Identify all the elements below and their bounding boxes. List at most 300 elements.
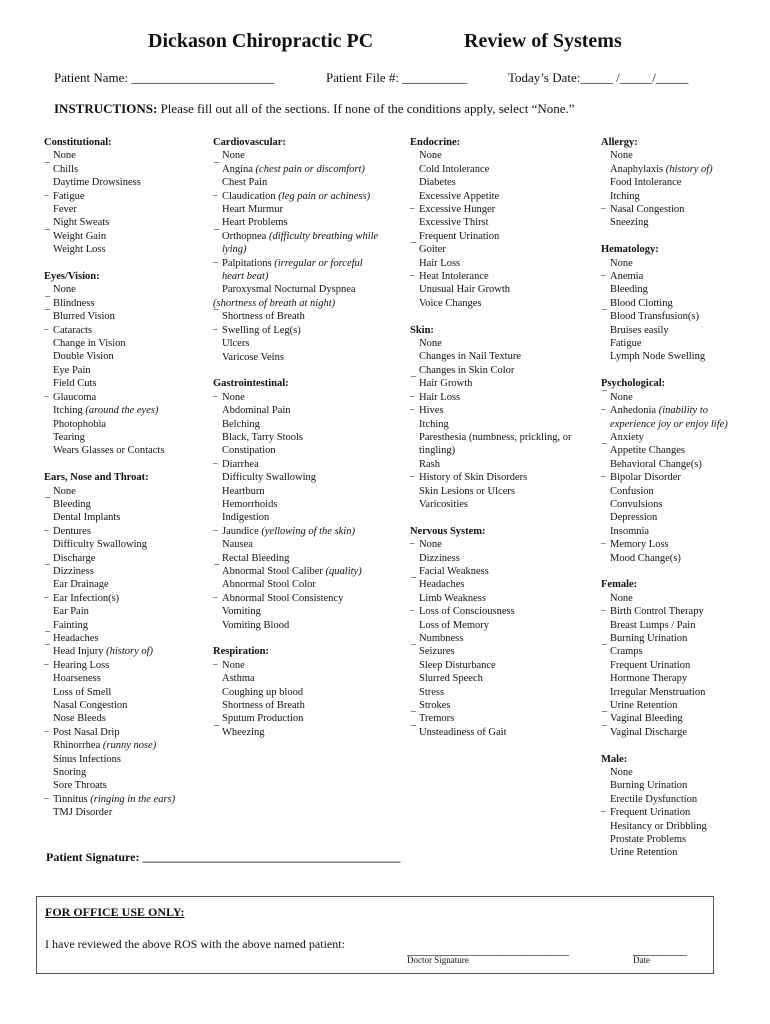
checklist-item[interactable] bbox=[410, 230, 592, 243]
item-label: Headaches bbox=[419, 579, 465, 591]
checklist-item[interactable] bbox=[44, 619, 204, 632]
checklist-item[interactable] bbox=[44, 431, 204, 444]
checklist-item[interactable] bbox=[601, 216, 733, 229]
checklist-item[interactable] bbox=[213, 619, 385, 632]
doctor-signature-field[interactable]: ___________________________ bbox=[407, 943, 569, 957]
item-label: Bleeding bbox=[610, 284, 648, 296]
checklist-item[interactable] bbox=[601, 498, 733, 511]
checklist-item[interactable] bbox=[410, 243, 592, 256]
checklist-item[interactable] bbox=[410, 377, 592, 390]
checklist-item[interactable] bbox=[213, 686, 385, 699]
checklist-item[interactable] bbox=[601, 552, 733, 565]
checklist-item[interactable] bbox=[213, 230, 385, 257]
checklist-item[interactable] bbox=[410, 485, 592, 498]
checklist-item[interactable] bbox=[601, 310, 733, 323]
item-label: Tremors bbox=[419, 713, 455, 725]
checklist-item[interactable] bbox=[213, 538, 385, 551]
checklist-item[interactable] bbox=[44, 485, 204, 498]
checklist-item[interactable] bbox=[213, 525, 385, 538]
item-label: Hoarseness bbox=[53, 673, 101, 685]
item-label: Indigestion bbox=[222, 512, 270, 524]
section bbox=[44, 471, 204, 820]
item-label: Appetite Changes bbox=[610, 445, 685, 457]
checklist-item[interactable] bbox=[213, 444, 385, 457]
item-label: None bbox=[53, 485, 76, 497]
item-label: Coughing up blood bbox=[222, 686, 304, 698]
checklist-item[interactable] bbox=[410, 458, 592, 471]
checklist-item[interactable] bbox=[44, 230, 204, 243]
checklist-item[interactable] bbox=[410, 216, 592, 229]
item-label: Unusual Hair Growth bbox=[419, 284, 510, 296]
item-label: Glaucoma bbox=[53, 391, 97, 403]
checklist-item[interactable] bbox=[601, 350, 733, 363]
checklist-item[interactable] bbox=[44, 444, 204, 457]
item-note: (around the eyes) bbox=[85, 405, 159, 417]
item-label: Vomiting Blood bbox=[222, 619, 290, 631]
checklist-item[interactable] bbox=[410, 471, 592, 484]
section-title: Male: bbox=[601, 753, 628, 765]
checklist-item[interactable] bbox=[601, 283, 733, 296]
item-label: Mood Change(s) bbox=[610, 552, 681, 564]
checklist-item[interactable] bbox=[44, 163, 204, 176]
checklist-item[interactable] bbox=[213, 458, 385, 471]
checklist-item[interactable] bbox=[410, 552, 592, 565]
checklist-item[interactable] bbox=[213, 672, 385, 685]
section bbox=[213, 377, 385, 632]
checklist-item[interactable] bbox=[410, 592, 592, 605]
item-label: Belching bbox=[222, 418, 260, 430]
item-label: Blood Transfusion(s) bbox=[610, 311, 699, 323]
checklist-item[interactable] bbox=[601, 632, 733, 645]
checklist-item[interactable] bbox=[410, 190, 592, 203]
column-4 bbox=[601, 136, 733, 873]
item-label: Wheezing bbox=[222, 726, 265, 738]
item-label: Breast Lumps / Pain bbox=[610, 619, 696, 631]
checklist-item[interactable] bbox=[601, 190, 733, 203]
item-label: Hives bbox=[419, 405, 444, 417]
item-label: Frequent Urination bbox=[610, 807, 691, 819]
checklist-item[interactable] bbox=[410, 632, 592, 645]
item-label: Abnormal Stool Consistency bbox=[222, 592, 344, 604]
item-label: History of Skin Disorders bbox=[419, 472, 528, 484]
checklist-item[interactable] bbox=[44, 283, 204, 296]
checklist-item[interactable] bbox=[44, 203, 204, 216]
checklist-item[interactable] bbox=[601, 485, 733, 498]
checklist-item[interactable] bbox=[213, 149, 385, 162]
checklist-item[interactable] bbox=[44, 766, 204, 779]
checklist-item[interactable] bbox=[44, 498, 204, 511]
section-title: Hematology: bbox=[601, 244, 659, 256]
item-label: Field Cuts bbox=[53, 378, 97, 390]
section-title: Nervous System: bbox=[410, 525, 486, 537]
checklist-item[interactable] bbox=[213, 431, 385, 444]
item-label: Angina bbox=[222, 163, 253, 175]
section-title: Cardiovascular: bbox=[213, 137, 286, 148]
checklist-item[interactable] bbox=[213, 726, 385, 739]
item-label: Ear Infection(s) bbox=[53, 592, 120, 604]
checklist-item[interactable] bbox=[44, 538, 204, 551]
checklist-item[interactable] bbox=[410, 257, 592, 270]
checklist-item[interactable] bbox=[410, 203, 592, 216]
checklist-item[interactable] bbox=[410, 712, 592, 725]
item-label: Daytime Drowsiness bbox=[53, 177, 141, 189]
checklist-item[interactable] bbox=[601, 699, 733, 712]
item-note: (difficulty breathing while lying) bbox=[222, 230, 379, 256]
item-label: Facial Weakness bbox=[419, 565, 489, 577]
checklist-item[interactable] bbox=[601, 404, 733, 431]
checklist-item[interactable] bbox=[601, 592, 733, 605]
item-label: Dizziness bbox=[419, 552, 460, 564]
checklist-item[interactable] bbox=[44, 243, 204, 256]
checklist-item[interactable] bbox=[601, 659, 733, 672]
item-label: Memory Loss bbox=[610, 539, 669, 551]
section-title: Ears, Nose and Throat: bbox=[44, 472, 149, 484]
section bbox=[410, 525, 592, 740]
item-label: Fatigue bbox=[610, 338, 642, 350]
item-label: Voice Changes bbox=[419, 297, 482, 309]
item-label: Chills bbox=[53, 163, 79, 175]
patient-file-field[interactable]: Patient File #: __________ bbox=[326, 70, 468, 85]
checklist-item[interactable] bbox=[410, 350, 592, 363]
checklist-item[interactable] bbox=[213, 552, 385, 565]
checklist-item[interactable] bbox=[601, 766, 733, 779]
item-label: Orthopnea bbox=[222, 230, 267, 242]
checklist-item[interactable] bbox=[213, 310, 385, 323]
item-label: Frequent Urination bbox=[419, 230, 500, 242]
item-label: Night Sweats bbox=[53, 217, 110, 229]
item-note: (history of) bbox=[106, 646, 154, 658]
checklist-item[interactable] bbox=[601, 391, 733, 404]
checklist-item[interactable] bbox=[213, 592, 385, 605]
checklist-item[interactable] bbox=[44, 350, 204, 363]
checklist-item[interactable] bbox=[601, 779, 733, 792]
checklist-item[interactable] bbox=[601, 324, 733, 337]
column-3 bbox=[410, 136, 592, 753]
item-label: Strokes bbox=[419, 700, 451, 712]
checklist-item[interactable] bbox=[213, 659, 385, 672]
item-note: (leg pain or achiness) bbox=[278, 190, 371, 202]
checklist-item[interactable] bbox=[410, 391, 592, 404]
checklist-item[interactable] bbox=[601, 270, 733, 283]
item-label: Changes in Skin Color bbox=[419, 364, 515, 376]
checklist-item[interactable] bbox=[601, 431, 733, 444]
checklist-item[interactable] bbox=[601, 444, 733, 457]
section-title: Skin: bbox=[410, 324, 434, 336]
checklist-item[interactable] bbox=[213, 578, 385, 591]
checklist-item[interactable] bbox=[410, 498, 592, 511]
checklist-item[interactable] bbox=[601, 820, 733, 833]
item-label: Excessive Thirst bbox=[419, 217, 489, 229]
checklist-item[interactable] bbox=[44, 739, 204, 752]
checklist-item[interactable] bbox=[601, 471, 733, 484]
date-field[interactable]: _________ bbox=[633, 943, 687, 957]
checklist-item[interactable] bbox=[44, 190, 204, 203]
checklist-item[interactable] bbox=[213, 511, 385, 524]
item-note: (ringing in the ears) bbox=[90, 793, 176, 805]
checklist-item[interactable] bbox=[44, 391, 204, 404]
checklist-item[interactable] bbox=[410, 149, 592, 162]
item-label: Bruises easily bbox=[610, 324, 669, 336]
item-label: Itching bbox=[610, 190, 640, 202]
checklist-item[interactable] bbox=[410, 418, 592, 431]
checklist-item[interactable] bbox=[410, 337, 592, 350]
checklist-item[interactable] bbox=[601, 176, 733, 189]
item-label: Urine Retention bbox=[610, 700, 678, 712]
checklist-item[interactable] bbox=[213, 565, 385, 578]
checklist-item[interactable] bbox=[213, 712, 385, 725]
checklist-item[interactable] bbox=[44, 632, 204, 645]
item-label: Dizziness bbox=[53, 565, 94, 577]
checklist-item[interactable] bbox=[44, 659, 204, 672]
item-label: Abdominal Pain bbox=[222, 405, 291, 417]
checklist-item[interactable] bbox=[44, 672, 204, 685]
item-label: Itching bbox=[419, 418, 449, 430]
checklist-item[interactable] bbox=[44, 418, 204, 431]
item-label: None bbox=[222, 391, 245, 403]
item-label: Ear Pain bbox=[53, 606, 89, 618]
item-label: Hemorrhoids bbox=[222, 498, 278, 510]
checklist-item[interactable] bbox=[410, 163, 592, 176]
office-use-box bbox=[36, 896, 714, 974]
checklist-item[interactable] bbox=[213, 216, 385, 229]
checklist-item[interactable] bbox=[213, 190, 385, 203]
item-label: Constipation bbox=[222, 445, 276, 457]
column-2 bbox=[213, 136, 385, 753]
checklist-item[interactable] bbox=[213, 485, 385, 498]
checklist-item[interactable] bbox=[44, 216, 204, 229]
checklist-item[interactable] bbox=[44, 712, 204, 725]
instructions-label: INSTRUCTIONS: bbox=[54, 101, 158, 116]
checklist-item[interactable] bbox=[213, 257, 385, 284]
checklist-item[interactable] bbox=[601, 726, 733, 739]
instructions-text: Please fill out all of the sections. If none of the conditions apply, select “None.” bbox=[160, 101, 575, 116]
checklist-item[interactable] bbox=[44, 525, 204, 538]
item-label: Limb Weakness bbox=[419, 592, 486, 604]
checklist-item[interactable] bbox=[410, 699, 592, 712]
item-note: (quality) bbox=[325, 565, 362, 577]
section bbox=[601, 753, 733, 860]
item-label: Diabetes bbox=[419, 177, 456, 189]
checklist-item[interactable] bbox=[213, 471, 385, 484]
checklist-item[interactable] bbox=[601, 257, 733, 270]
checklist-item[interactable] bbox=[601, 645, 733, 658]
item-label: Ulcers bbox=[222, 338, 250, 350]
item-note: (irregular or forceful heart beat) bbox=[222, 257, 363, 283]
item-label: Shortness of Breath bbox=[222, 700, 305, 712]
item-label: Claudication bbox=[222, 190, 276, 202]
checklist-item[interactable] bbox=[213, 418, 385, 431]
checklist-item[interactable] bbox=[44, 793, 204, 806]
item-label: Weight Gain bbox=[53, 230, 107, 242]
checklist-item[interactable] bbox=[44, 699, 204, 712]
item-label: Jaundice bbox=[222, 525, 259, 537]
checklist-item[interactable] bbox=[601, 511, 733, 524]
office-review-text: I have reviewed the above ROS with the above named patient: bbox=[45, 937, 345, 951]
checklist-item[interactable] bbox=[410, 364, 592, 377]
item-label: Confusion bbox=[610, 485, 654, 497]
checklist-item[interactable] bbox=[213, 498, 385, 511]
checklist-item[interactable] bbox=[44, 779, 204, 792]
item-label: Goiter bbox=[419, 244, 446, 256]
checklist-item[interactable] bbox=[601, 686, 733, 699]
item-label: Urine Retention bbox=[610, 847, 678, 859]
item-label: Food Intolerance bbox=[610, 177, 682, 189]
item-label: None bbox=[610, 257, 633, 269]
item-label: Swelling of Leg(s) bbox=[222, 324, 301, 336]
section-title: Female: bbox=[601, 579, 638, 591]
checklist-item[interactable] bbox=[44, 806, 204, 819]
item-label: Chest Pain bbox=[222, 177, 268, 189]
item-label: Loss of Memory bbox=[419, 619, 489, 631]
item-label: None bbox=[419, 539, 442, 551]
item-label: None bbox=[222, 150, 245, 162]
item-label: Sinus Infections bbox=[53, 753, 121, 765]
section-title: Gastrointestinal: bbox=[213, 378, 289, 390]
item-label: Photophobia bbox=[53, 418, 107, 430]
checklist-item[interactable] bbox=[601, 525, 733, 538]
checklist-item[interactable] bbox=[213, 163, 385, 176]
checklist-item[interactable] bbox=[410, 619, 592, 632]
checklist-item[interactable] bbox=[601, 458, 733, 471]
item-label: Tearing bbox=[53, 431, 85, 443]
item-label: Bleeding bbox=[53, 498, 91, 510]
checklist-item[interactable] bbox=[601, 793, 733, 806]
checklist-item[interactable] bbox=[44, 310, 204, 323]
checklist-item[interactable] bbox=[410, 645, 592, 658]
item-label: Head Injury bbox=[53, 646, 104, 658]
checklist-item[interactable] bbox=[410, 538, 592, 551]
checklist-item[interactable] bbox=[213, 337, 385, 350]
checklist-item[interactable] bbox=[410, 431, 592, 458]
checklist-item[interactable] bbox=[44, 337, 204, 350]
checklist-item[interactable] bbox=[44, 297, 204, 310]
checklist-item[interactable] bbox=[601, 605, 733, 618]
item-label: Nasal Congestion bbox=[53, 700, 128, 712]
checklist-item[interactable] bbox=[601, 149, 733, 162]
item-label: Irregular Menstruation bbox=[610, 686, 706, 698]
checklist-item[interactable] bbox=[410, 578, 592, 591]
item-label: Frequent Urination bbox=[610, 659, 691, 671]
checklist-item[interactable] bbox=[44, 578, 204, 591]
checklist-item[interactable] bbox=[601, 846, 733, 859]
checklist-item[interactable] bbox=[44, 552, 204, 565]
checklist-item[interactable] bbox=[601, 337, 733, 350]
checklist-item[interactable] bbox=[44, 726, 204, 739]
checklist-item[interactable] bbox=[601, 297, 733, 310]
checklist-item[interactable] bbox=[44, 605, 204, 618]
item-label: TMJ Disorder bbox=[53, 807, 113, 819]
checklist-item[interactable] bbox=[601, 806, 733, 819]
office-use-title: FOR OFFICE USE ONLY: bbox=[45, 905, 185, 919]
item-label: Convulsions bbox=[610, 498, 663, 510]
item-label: Cataracts bbox=[53, 324, 93, 336]
item-label: Erectile Dysfunction bbox=[610, 793, 698, 805]
checklist-item[interactable] bbox=[213, 203, 385, 216]
checklist-item[interactable] bbox=[601, 672, 733, 685]
item-label: None bbox=[53, 150, 76, 162]
checklist-item[interactable] bbox=[601, 538, 733, 551]
checklist-item[interactable] bbox=[213, 699, 385, 712]
item-label: Unsteadiness of Gait bbox=[419, 726, 507, 738]
patient-signature-field[interactable]: Patient Signature: ___________________________________________ bbox=[46, 850, 401, 864]
item-label: Fainting bbox=[53, 619, 89, 631]
doctor-signature-label: Doctor Signature bbox=[407, 955, 469, 965]
checklist-item[interactable] bbox=[44, 364, 204, 377]
item-label: Shortness of Breath bbox=[222, 311, 305, 323]
checklist-item[interactable] bbox=[410, 283, 592, 296]
item-label: Hesitancy or Dribbling bbox=[610, 820, 707, 832]
checklist-item[interactable] bbox=[410, 672, 592, 685]
item-label: Nose Bleeds bbox=[53, 713, 106, 725]
section bbox=[410, 324, 592, 512]
checklist-item[interactable] bbox=[44, 645, 204, 658]
item-label: Discharge bbox=[53, 552, 96, 564]
form-title: Review of Systems bbox=[464, 30, 622, 52]
item-label: Cold Intolerance bbox=[419, 163, 490, 175]
item-label: Change in Vision bbox=[53, 338, 126, 350]
checklist-item[interactable] bbox=[410, 605, 592, 618]
checklist-item[interactable] bbox=[601, 712, 733, 725]
checklist-item[interactable] bbox=[213, 605, 385, 618]
checklist-item[interactable] bbox=[44, 592, 204, 605]
checklist-item[interactable] bbox=[213, 176, 385, 189]
checklist-item[interactable] bbox=[44, 565, 204, 578]
checklist-item[interactable] bbox=[213, 391, 385, 404]
checklist-item[interactable] bbox=[601, 203, 733, 216]
checklist-item[interactable] bbox=[44, 511, 204, 524]
checklist-item[interactable] bbox=[410, 726, 592, 739]
checklist-item[interactable] bbox=[44, 324, 204, 337]
checklist-item[interactable] bbox=[44, 753, 204, 766]
checklist-item[interactable] bbox=[213, 324, 385, 337]
checklist-item[interactable] bbox=[44, 686, 204, 699]
checklist-item[interactable] bbox=[44, 176, 204, 189]
checklist-item[interactable] bbox=[601, 833, 733, 846]
checklist-item[interactable] bbox=[44, 377, 204, 390]
checklist-item[interactable] bbox=[213, 283, 385, 296]
item-label: None bbox=[610, 150, 633, 162]
patient-name-field[interactable]: Patient Name: ______________________ bbox=[54, 70, 275, 85]
checklist-item[interactable] bbox=[410, 404, 592, 417]
checklist-item[interactable] bbox=[213, 351, 385, 364]
item-note: (history of) bbox=[665, 163, 713, 175]
section bbox=[601, 136, 733, 230]
checklist-item[interactable] bbox=[44, 404, 204, 417]
checklist-item[interactable] bbox=[44, 149, 204, 162]
item-label: Vaginal Bleeding bbox=[610, 713, 683, 725]
checklist-item[interactable] bbox=[601, 619, 733, 632]
checklist-item[interactable] bbox=[410, 659, 592, 672]
item-label: Hair Growth bbox=[419, 378, 473, 390]
item-label: Loss of Consciousness bbox=[419, 606, 515, 618]
checklist-item[interactable] bbox=[410, 176, 592, 189]
item-label: Rhinorrhea bbox=[53, 740, 101, 752]
checklist-item[interactable] bbox=[410, 297, 592, 310]
item-label: Lymph Node Swelling bbox=[610, 351, 706, 363]
item-label: Cramps bbox=[610, 646, 643, 658]
item-label: Varicosities bbox=[419, 498, 468, 510]
checklist-item[interactable] bbox=[213, 404, 385, 417]
item-label: Paresthesia (numbness, prickling, or tingling) bbox=[419, 431, 572, 457]
checklist-item[interactable] bbox=[410, 565, 592, 578]
todays-date-field[interactable]: Today’s Date:_____ /_____/_____ bbox=[508, 70, 689, 85]
checklist-item[interactable] bbox=[601, 163, 733, 176]
checklist-item[interactable] bbox=[410, 686, 592, 699]
item-label: Loss of Smell bbox=[53, 686, 112, 698]
item-label: Anemia bbox=[610, 271, 644, 283]
item-label: Bipolar Disorder bbox=[610, 472, 681, 484]
checklist-item[interactable] bbox=[410, 270, 592, 283]
